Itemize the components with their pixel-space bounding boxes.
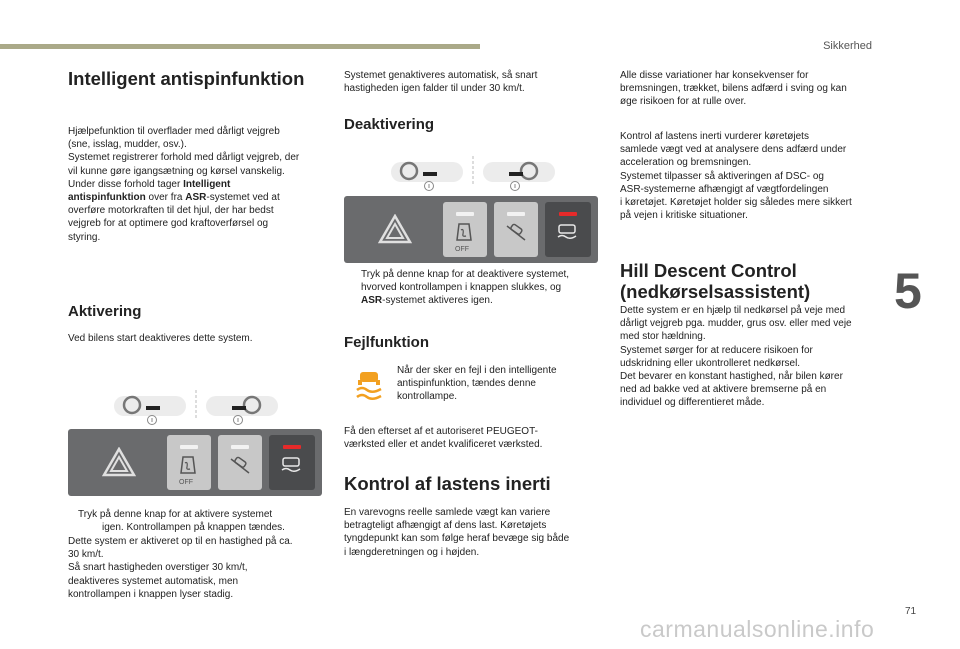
- steering-wheel-illustration: [112, 390, 280, 428]
- hill-descent-heading: Hill Descent Control (nedkørselsassistent): [620, 260, 811, 302]
- reactivation-text: Systemet genaktiveres automatisk, så snart hastigheden igen falder til under 30 km/t.: [344, 70, 538, 95]
- intelligent-traction-button[interactable]: [545, 202, 591, 257]
- header-accent-bar: [0, 44, 480, 49]
- section-title: Sikkerhed: [823, 40, 872, 52]
- hill-descent-icon: [504, 220, 528, 244]
- hazard-warning-icon: [378, 214, 412, 244]
- esp-off-icon: [179, 455, 199, 477]
- variations-text: Alle disse variationer har konsekvenser for bremsningen, trækket, bilens adfærd i sving og kan øge risikoen for at rulle over.: [620, 70, 847, 108]
- esp-off-button[interactable]: OFF: [443, 202, 487, 257]
- traction-control-icon: [556, 222, 580, 242]
- traction-control-icon: [280, 455, 304, 475]
- chapter-number: 5: [894, 263, 922, 319]
- intelligent-traction-button[interactable]: [269, 435, 315, 490]
- service-text: Få den efterset af et autoriseret PEUGEOT- værksted eller et andet kvalificeret værksted.: [344, 426, 543, 451]
- aktivering-heading: Aktivering: [68, 303, 142, 320]
- intro-paragraph: Hjælpefunktion til overflader med dårligt vejgreb (sne, isslag, mudder, osv.). Systemet registrerer forhold med dårligt vejgreb, der vil kunne gøre igangsætning og kørsel vanskelig. Under disse forhold tager Intelligent antispinfunktion over fra ASR-systemet ved at overføre motorkraften til det hjul, der har bedst vejgreb for at optimere god kraftoverførsel og styring.: [68, 126, 300, 243]
- main-title: Intelligent antispinfunktion: [68, 68, 305, 89]
- button-panel-2: [344, 196, 598, 263]
- esp-off-icon: [455, 222, 475, 244]
- fejlfunktion-heading: Fejlfunktion: [344, 334, 429, 351]
- watermark: carmanualsonline.info: [640, 616, 875, 642]
- hill-descent-button[interactable]: [494, 202, 538, 257]
- steering-wheel-illustration-2: [389, 156, 557, 194]
- hill-descent-text: Dette system er en hjælp til nedkørsel på veje med dårligt vejgreb pga. mudder, grus osv. eller med veje med stor hældning. Systemet sørger for at reducere risikoen for udskridning eller ukontrolleret nedkørsel. Det bevarer en konstant hastighed, når bilen kører ned ad bakke ved at aktivere bremserne på en individuel og differentieret måde.: [620, 305, 852, 409]
- activate-instruction: Tryk på denne knap for at aktivere systemet igen. Kontrollampen på knappen tændes.: [78, 509, 285, 534]
- kontrol-heading: Kontrol af lastens inerti: [344, 473, 551, 494]
- button-panel: [68, 429, 322, 496]
- hazard-warning-icon: [102, 447, 136, 477]
- hill-descent-button[interactable]: [218, 435, 262, 490]
- esp-off-button[interactable]: OFF: [167, 435, 211, 490]
- activation-details: Dette system er aktiveret op til en hastighed på ca. 30 km/t. Så snart hastigheden overstiger 30 km/t, deaktiveres systemet automatisk, men kontrollampen i knappen lyser stadig.: [68, 536, 293, 600]
- inertia-control-text: Kontrol af lastens inerti vurderer køretøjets samlede vægt ved at analysere dens adfærd under acceleration og bremsningen. Systemet tilpasser så aktiveringen af DSC- og ASR-systemerne afhængigt af vægtfordelingen i køretøjet. Køretøjet holder sig således mere sikkert på vejen i kritiske situationer.: [620, 131, 852, 222]
- traction-warning-lamp-icon: [354, 368, 384, 402]
- deaktivering-heading: Deaktivering: [344, 116, 435, 133]
- deactivate-instruction: Tryk på denne knap for at deaktivere systemet, hvorved kontrollampen i knappen slukkes, og ASR-systemet aktiveres igen.: [361, 269, 570, 307]
- aktivering-text: Ved bilens start deaktiveres dette system.: [68, 333, 253, 344]
- fault-text: Når der sker en fejl i den intelligente antispinfunktion, tændes denne kontrollampe.: [397, 365, 557, 403]
- hill-descent-icon: [228, 453, 252, 477]
- kontrol-text: En varevogns reelle samlede vægt kan variere betragteligt afhængigt af dens last. Køretøjets tyngdepunkt kan som følge heraf bevæge sig både i længderetningen og i højden.: [344, 507, 570, 558]
- page-number: 71: [905, 606, 917, 617]
